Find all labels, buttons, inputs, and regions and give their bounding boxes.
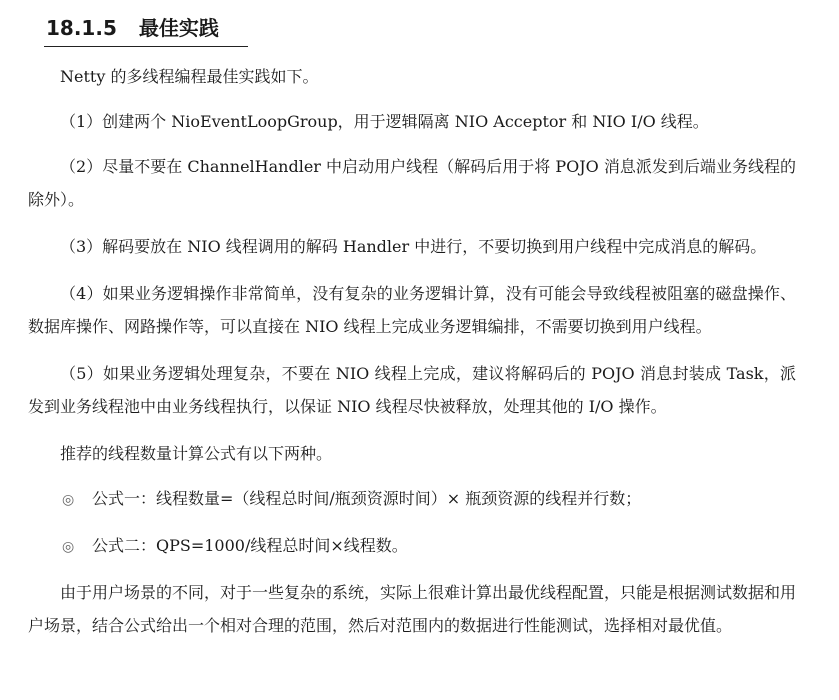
formulas-intro: 推荐的线程数量计算公式有以下两种。 — [60, 444, 333, 463]
section-number: 18.1.5 — [46, 16, 117, 40]
body-text — [28, 60, 796, 654]
closing-paragraph: 由于用户场景的不同，对于一些复杂的系统，实际上很难计算出最优线程配置，只能是根据测试数据和用户场景，结合公式给出一个相对合理的范围，然后对范围内的数据进行性能测试，选择相对最优值。 — [28, 583, 797, 635]
practice-item-2: （2）尽量不要在 ChannelHandler 中启动用户线程（解码后用于将 POJO 消息派发到后端业务线程的除外）。 — [28, 157, 796, 209]
section-title: 最佳实践 — [138, 16, 219, 40]
formula-1-text: 公式一：线程数量=（线程总时间/瓶颈资源时间）× 瓶颈资源的线程并行数； — [92, 489, 642, 508]
practice-item-4: （4）如果业务逻辑操作非常简单，没有复杂的业务逻辑计算，没有可能会导致线程被阻塞的磁盘操作、数据库操作、网路操作等，可以直接在 NIO 线程上完成业务逻辑编排，不需要切换到用户线程。 — [28, 284, 796, 336]
practice-item-3: （3）解码要放在 NIO 线程调用的解码 Handler 中进行，不要切换到用户线程中完成消息的解码。 — [60, 237, 767, 256]
bullet-circle-icon: ◎ — [62, 492, 75, 508]
practice-item-5: （5）如果业务逻辑处理复杂，不要在 NIO 线程上完成，建议将解码后的 POJO 消息封装成 Task，派发到业务线程池中由业务线程执行，以保证 NIO 线程尽快被释放，处理其他的 I/O 操作。 — [28, 364, 796, 416]
formula-item-2 — [28, 529, 796, 564]
bullet-circle-icon: ◎ — [62, 539, 75, 555]
formula-item-1 — [28, 482, 796, 517]
intro-paragraph: Netty 的多线程编程最佳实践如下。 — [60, 67, 319, 86]
section-heading — [44, 10, 248, 47]
formula-2-text: 公式二：QPS=1000/线程总时间×线程数。 — [92, 536, 408, 555]
practice-item-1: （1）创建两个 NioEventLoopGroup，用于逻辑隔离 NIO Acceptor 和 NIO I/O 线程。 — [60, 112, 709, 131]
